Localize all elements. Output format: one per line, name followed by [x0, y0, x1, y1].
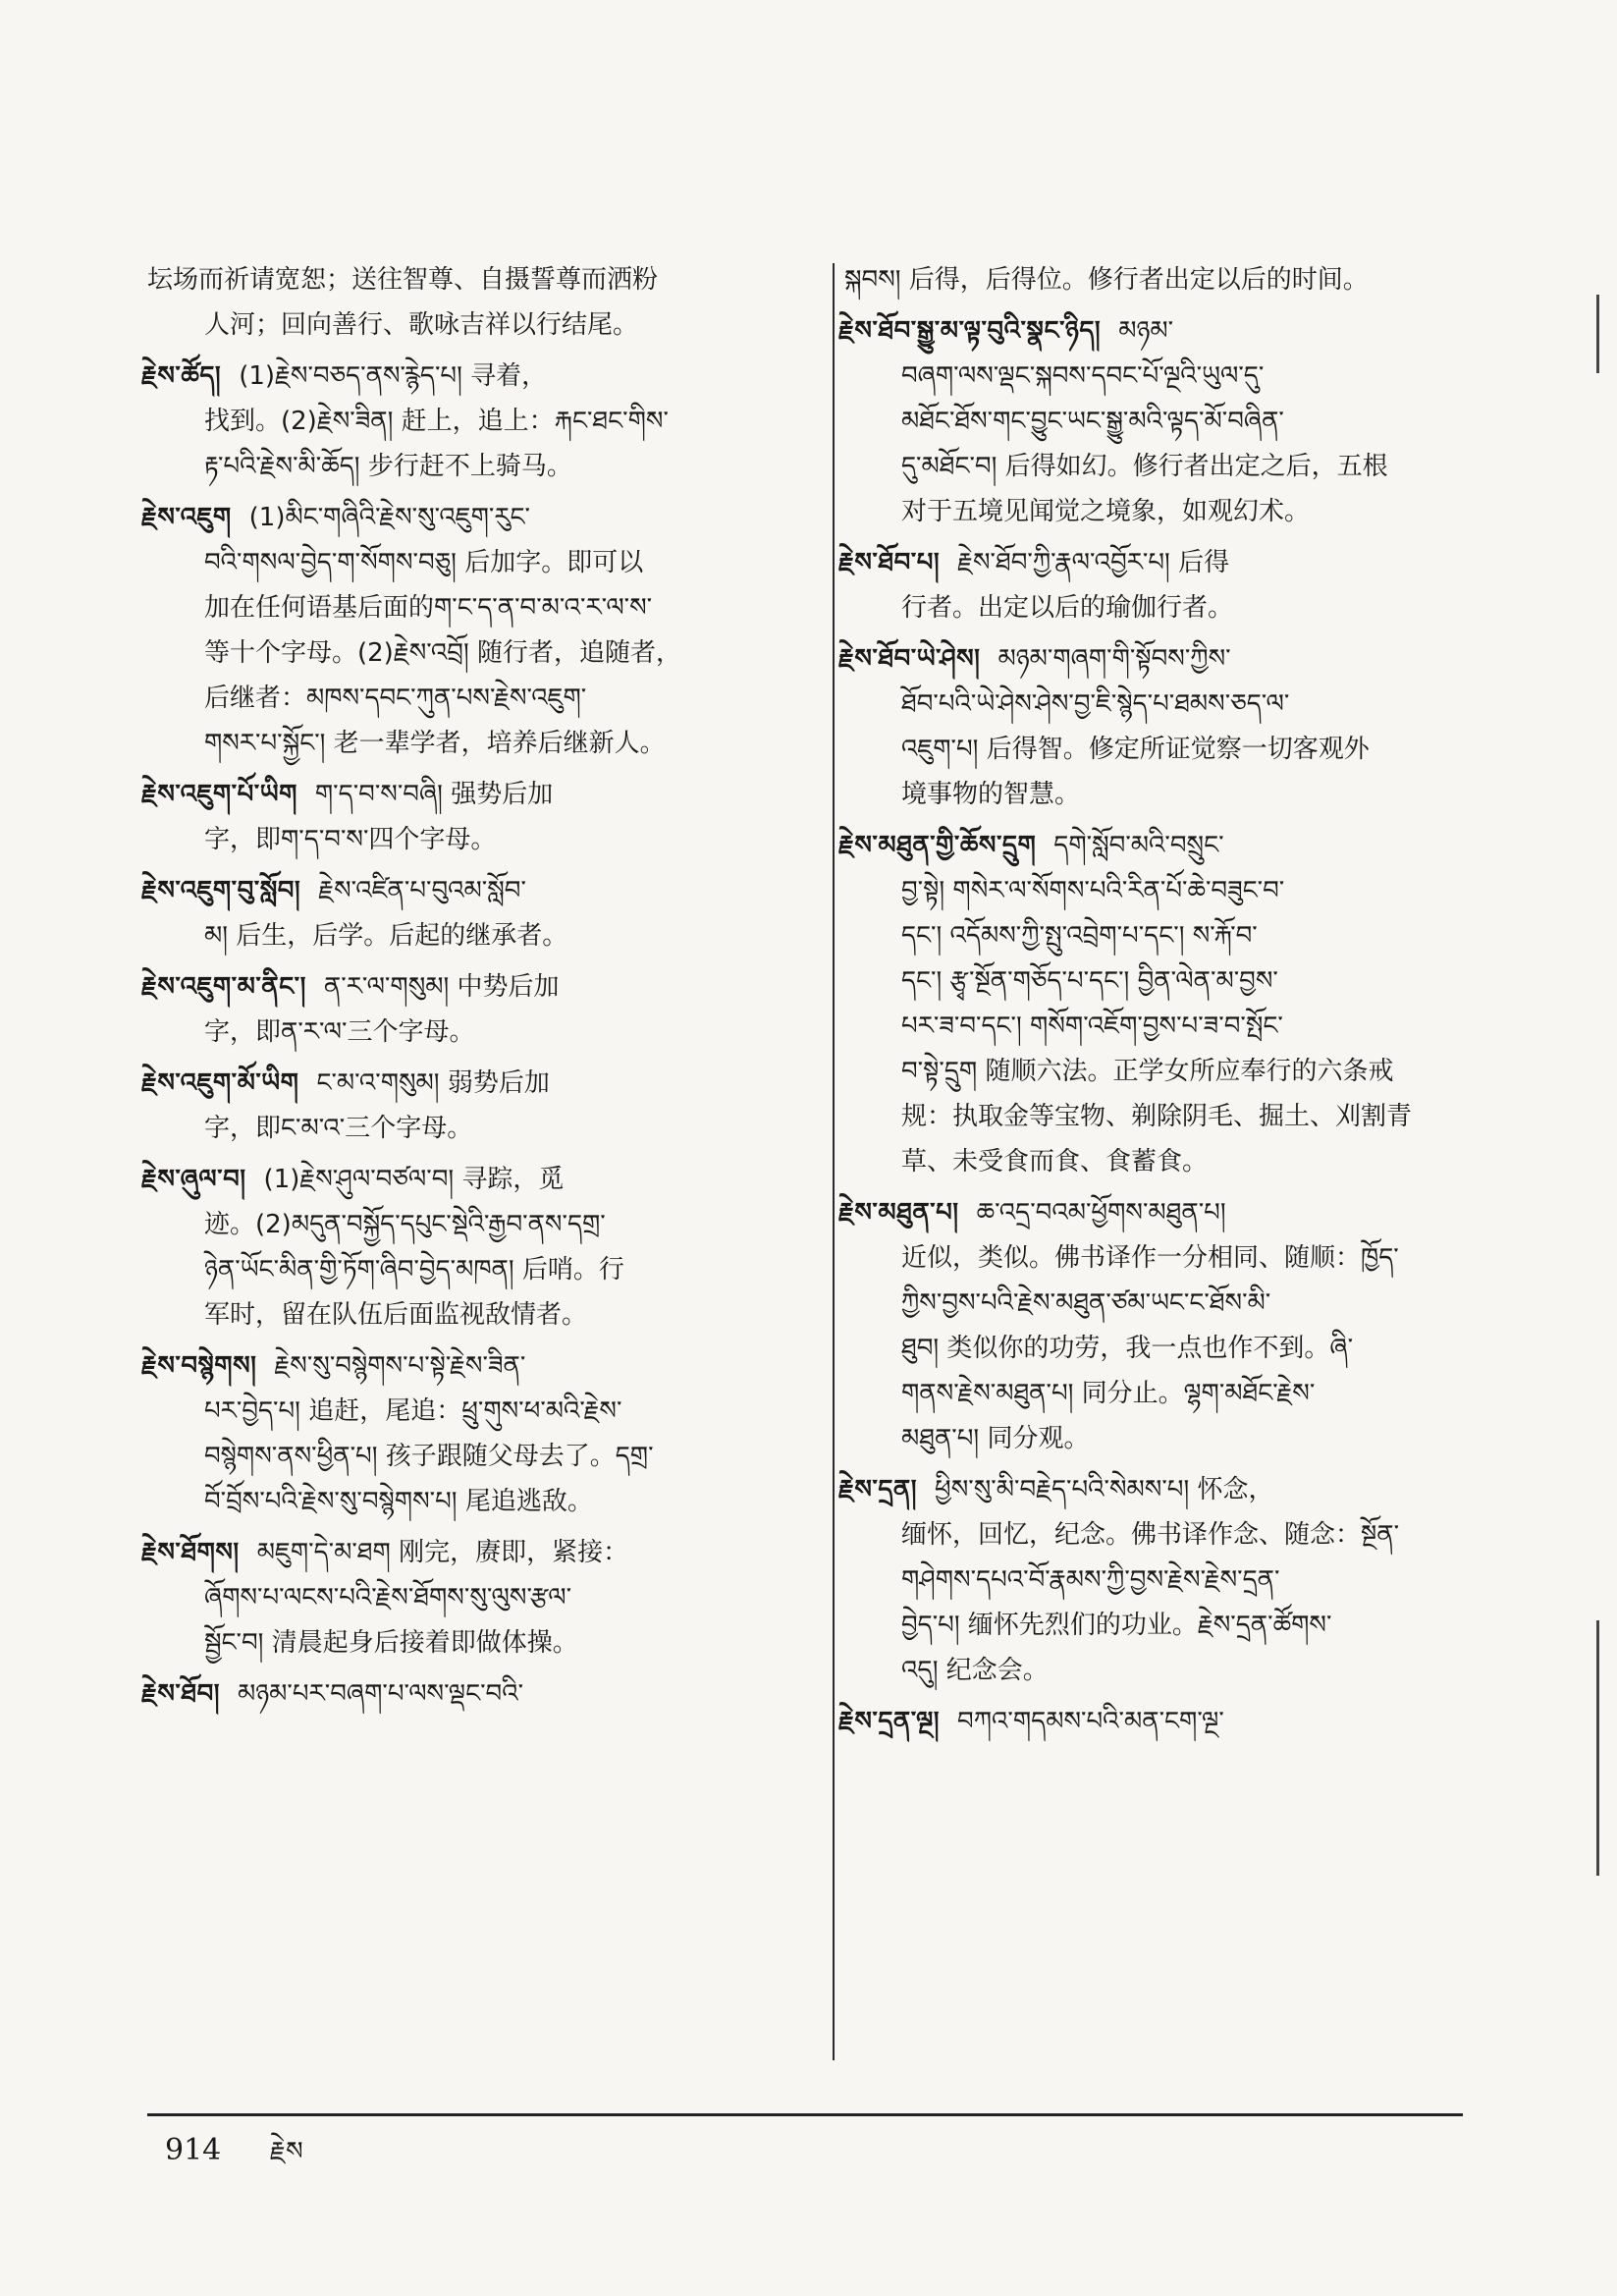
definition-text: 规：执取金等宝物、剃除阴毛、掘土、刈割青	[901, 1102, 1413, 1131]
headword: རྗེས་དྲན་ལྔ།	[838, 1707, 941, 1736]
definition-text: 加在任何语基后面的ག་ང་ད་ན་བ་མ་འ་ར་ལ་ས་	[204, 593, 653, 623]
definition-text: ཕྱིས་སུ་མི་བརྗེད་པའི་སེམས་པ། 怀念，	[935, 1475, 1274, 1504]
definition-text: ཐོབ་པའི་ཡེ་ཤེས་ཤེས་བྱ་ཇི་སྙེད་པ་ཐམས་ཅད་ལ་	[901, 689, 1290, 719]
dictionary-entry	[838, 823, 1492, 1184]
definition-text: འཇུག་པ། 后得智。修定所证觉察一切客观外	[901, 735, 1370, 764]
dictionary-entry	[141, 868, 815, 958]
dictionary-entry	[141, 1530, 815, 1666]
entry-line	[838, 1190, 1492, 1235]
entry-line	[844, 772, 1492, 817]
entry-line	[141, 1530, 815, 1575]
headword: རྗེས་ཐོབ།	[141, 1679, 221, 1709]
definition-text: བ་སྟེ་དྲུག 随顺六法。正学女所应奉行的六条戒	[901, 1057, 1394, 1086]
headword: རྗེས་ཐོགས།	[141, 1538, 240, 1567]
headword: རྗེས་འཇུག	[141, 503, 232, 532]
headword: རྗེས་བསྙེགས།	[141, 1351, 257, 1381]
entry-line	[141, 1157, 815, 1202]
headword: རྗེས་མཐུན་གྱི་ཆོས་དྲུག	[838, 831, 1037, 860]
definition-text: 后继者：མཁས་དབང་ཀུན་པས་རྗེས་འཇུག་	[204, 683, 587, 713]
entry-line	[844, 585, 1492, 630]
dictionary-entry	[838, 308, 1492, 534]
entry-line	[147, 721, 815, 766]
entry-line	[147, 302, 815, 348]
entry-line	[141, 354, 815, 399]
dictionary-entry	[838, 1467, 1492, 1693]
running-head: རྗེས	[269, 2137, 304, 2166]
definition-text: ན་ར་ལ་གསུམ། 中势后加	[323, 972, 560, 1002]
definition-text: གནས་རྗེས་མཐུན་པ། 同分止。ལྷག་མཐོང་རྗེས་	[901, 1379, 1316, 1408]
entry-line	[147, 257, 815, 302]
headword: རྗེས་ཞུལ་བ།	[141, 1165, 246, 1194]
definition-text: བྱེད་པ། 缅怀先烈们的功业。རྗེས་དྲན་ཚོགས་	[901, 1611, 1332, 1640]
dictionary-entry	[838, 1190, 1492, 1461]
entry-line	[147, 1479, 815, 1524]
definition-text: བོ་བྲོས་པའི་རྗེས་སུ་བསྙེགས་པ། 尾追逃敌。	[204, 1487, 593, 1516]
entry-line	[147, 817, 815, 862]
entry-line	[844, 489, 1492, 534]
definition-text: མཇུག་དེ་མ་ཐག 刚完，赓即，紧接：	[256, 1538, 629, 1567]
definition-text: སྦྱོང་བ། 清晨起身后接着即做体操。	[204, 1628, 578, 1658]
headword: རྗེས་ཐོབ་ཡེ་ཤེས།	[838, 644, 981, 674]
definition-text: 境事物的智慧。	[901, 780, 1081, 809]
entry-line	[147, 444, 815, 489]
entry-line	[844, 1049, 1492, 1094]
headword: རྗེས་འཇུག་པོ་ཡིག	[141, 780, 297, 809]
headword: རྗེས་འཇུག་བུ་སློབ།	[141, 876, 301, 905]
entry-line	[147, 399, 815, 444]
entry-line	[844, 1648, 1492, 1693]
entry-line	[844, 1603, 1492, 1648]
definition-text: 军时，留在队伍后面监视敌情者。	[204, 1300, 588, 1330]
definition-text: ཆ་འདྲ་བའམ་ཕྱོགས་མཐུན་པ།	[976, 1198, 1226, 1228]
definition-text: མཐུན་པ། 同分观。	[901, 1424, 1090, 1453]
definition-text: (1)རྗེས་ཤུལ་བཙལ་བ། 寻踪，觅	[263, 1165, 565, 1194]
entry-line	[844, 399, 1492, 444]
definition-text: (1)རྗེས་བཅད་ནས་རྙེད་པ། 寻着，	[239, 361, 548, 391]
definition-text: ཀྱིས་བྱས་པའི་རྗེས་མཐུན་ཙམ་ཡང་ང་ཐོས་མི་	[901, 1288, 1271, 1318]
definition-text: 找到。(2)རྗེས་ཟིན། 赶上，追上：རྐང་ཐང་གིས་	[204, 407, 669, 436]
left-column	[141, 257, 815, 1722]
headword: རྗེས་འཇུག་མ་ནིང་།	[141, 972, 306, 1002]
dictionary-entry	[844, 257, 1492, 302]
dictionary-entry	[141, 1343, 815, 1524]
entry-line	[141, 1671, 815, 1717]
entry-line	[147, 1010, 815, 1055]
entry-line	[141, 495, 815, 540]
definition-text: 等十个字母。(2)རྗེས་འབྲོ། 随行者，追随者，	[204, 638, 682, 668]
edge-mark	[1596, 1620, 1599, 1876]
entry-line	[844, 354, 1492, 399]
definition-text: ཉེན་ཡོང་མིན་གྱི་ཏོག་ཞིབ་བྱེད་མཁན། 后哨。行	[204, 1255, 624, 1285]
entry-line	[141, 1343, 815, 1389]
definition-text: རྗེས་འཛིན་པ་བུའམ་སློབ་	[318, 876, 526, 905]
entry-line	[838, 308, 1492, 354]
entry-line	[844, 444, 1492, 489]
entry-line	[147, 1247, 815, 1292]
dictionary-entry	[141, 1157, 815, 1338]
entry-line	[838, 636, 1492, 682]
right-column	[838, 257, 1492, 1750]
entry-line	[147, 1389, 815, 1434]
entry-line	[141, 964, 815, 1010]
dictionary-entry	[141, 1061, 815, 1151]
entry-line	[844, 1139, 1492, 1184]
definition-text: བཞག་ལས་ལྡང་སྐབས་དབང་པོ་ལྔའི་ཡུལ་དུ་	[901, 361, 1265, 391]
definition-text: མཐོང་ཐོས་གང་བྱུང་ཡང་སྒྱུ་མའི་ལྟད་མོ་བཞིན་	[901, 407, 1284, 436]
definition-text: པར་བྱེད་པ། 追赶，尾追：ཕྲུ་གུས་ཕ་མའི་རྗེས་	[204, 1396, 622, 1426]
entry-line	[141, 772, 815, 817]
definition-text: འདུ། 纪念会。	[901, 1656, 1049, 1685]
entry-line	[844, 958, 1492, 1004]
entry-line	[147, 585, 815, 630]
definition-text: མ། 后生，后学。后起的继承者。	[204, 921, 568, 951]
headword: རྗེས་འཇུག་མོ་ཡིག	[141, 1068, 299, 1098]
definition-text: མཉམ་པར་བཞག་པ་ལས་ལྡང་བའི་	[238, 1679, 524, 1709]
dictionary-entry	[147, 257, 815, 348]
entry-line	[844, 1094, 1492, 1139]
headword: རྗེས་མཐུན་པ།	[838, 1198, 959, 1228]
dictionary-entry	[141, 1671, 815, 1717]
definition-text: 坛场而祈请宽恕；送往智尊、自摄誓尊而洒粉	[147, 265, 659, 295]
entry-line	[844, 1416, 1492, 1461]
definition-text: 草、未受食而食、食蓄食。	[901, 1147, 1209, 1176]
definition-text: གསར་པ་སྐྱོང་། 老一辈学者，培养后继新人。	[204, 729, 666, 758]
definition-text: 迹。(2)མདུན་བསྐྱོད་དཔུང་སྡེའི་རྒྱབ་ནས་དགྲ་	[204, 1210, 606, 1239]
entry-line	[838, 1699, 1492, 1744]
definition-text: 缅怀，回忆，纪念。佛书译作念、随念：སྔོན་	[901, 1520, 1400, 1550]
entry-line	[147, 540, 815, 585]
dictionary-entry	[838, 540, 1492, 630]
page-footer	[165, 2123, 343, 2195]
entry-line	[844, 1512, 1492, 1558]
entry-line	[147, 1575, 815, 1620]
entry-line	[844, 257, 1492, 302]
definition-text: བྱ་སྟེ། གསེར་ལ་སོགས་པའི་རིན་པོ་ཆེ་བཟུང་བ་	[901, 876, 1285, 905]
column-divider	[833, 263, 835, 2060]
definition-text: 字，即ན་ར་ལ་三个字母。	[204, 1017, 475, 1047]
entry-line	[844, 1004, 1492, 1049]
dictionary-entry	[141, 772, 815, 862]
entry-line	[147, 1434, 815, 1479]
definition-text: 字，即ག་ད་བ་ས་四个字母。	[204, 825, 497, 854]
definition-text: བཀའ་གདམས་པའི་མན་ངག་ལྔ་	[957, 1707, 1224, 1736]
definition-text: (1)མིང་གཞིའི་རྗེས་སུ་འཇུག་རུང་	[248, 503, 530, 532]
definition-text: མཉམ་	[1118, 316, 1174, 346]
definition-text: དང་། འདོམས་ཀྱི་སྤུ་འབྲེག་པ་དང་། ས་རྐོ་བ་	[901, 921, 1258, 951]
entry-line	[844, 1371, 1492, 1416]
headword: རྗེས་ཐོབ་སྒྱུ་མ་ལྟ་བུའི་སྣང་ཉིད།	[838, 316, 1102, 346]
entry-line	[844, 682, 1492, 727]
definition-text: དགེ་སློབ་མའི་བསྲུང་	[1053, 831, 1224, 860]
page-number: 914	[165, 2133, 222, 2167]
definition-text: ཞོགས་པ་ལངས་པའི་རྗེས་ཐོགས་སུ་ལུས་རྩལ་	[204, 1583, 572, 1613]
entry-line	[147, 1292, 815, 1338]
definition-text: 字，即ང་མ་འ་三个字母。	[204, 1114, 473, 1143]
entry-line	[147, 1620, 815, 1666]
entry-line	[844, 727, 1492, 772]
dictionary-entry	[141, 495, 815, 766]
headword: རྗེས་ཐོབ་པ།	[838, 548, 941, 577]
definition-text: བའི་གསལ་བྱེད་ག་སོགས་བཅུ། 后加字。即可以	[204, 548, 644, 577]
headword: རྗེས་ཚོད།	[141, 361, 222, 391]
footer-rule	[147, 2113, 1463, 2116]
definition-text: རྟ་པའི་རྗེས་མི་ཆོད། 步行赶不上骑马。	[204, 452, 572, 481]
entry-line	[147, 913, 815, 958]
definition-text: 近似，类似。佛书译作一分相同、随顺：ཁྱོད་	[901, 1243, 1399, 1273]
definition-text: གཤེགས་དཔའ་བོ་རྣམས་ཀྱི་བྱས་རྗེས་རྗེས་དྲན་	[901, 1565, 1280, 1595]
definition-text: དང་། རྩྭ་སྔོན་གཅོད་པ་དང་། བྱིན་ལེན་མ་བྱས་	[901, 966, 1278, 996]
definition-text: མཉམ་གཞག་གི་སྟོབས་ཀྱིས་	[997, 644, 1231, 674]
definition-text: ཐུབ། 类似你的功劳，我一点也作不到。ཞི་	[901, 1334, 1354, 1363]
definition-text: 对于五境见闻觉之境象，如观幻术。	[901, 497, 1311, 526]
dictionary-entry	[141, 354, 815, 489]
entry-line	[147, 1202, 815, 1247]
definition-text: ག་ད་བ་ས་བཞི། 强势后加	[314, 780, 554, 809]
headword: རྗེས་དྲན།	[838, 1475, 918, 1504]
definition-text: དུ་མཐོང་བ། 后得如幻。修行者出定之后，五根	[901, 452, 1388, 481]
definition-text: ང་མ་འ་གསུམ། 弱势后加	[316, 1068, 550, 1098]
entry-line	[844, 1281, 1492, 1326]
entry-line	[141, 868, 815, 913]
definition-text: པར་ཟ་བ་དང་། གསོག་འཇོག་བྱས་པ་ཟ་བ་སྤོང་	[901, 1011, 1283, 1041]
entry-line	[147, 676, 815, 721]
entry-line	[844, 1326, 1492, 1371]
entry-line	[844, 868, 1492, 913]
definition-text: 人河；回向善行、歌咏吉祥以行结尾。	[204, 310, 639, 340]
definition-text: བསྙེགས་ནས་ཕྱིན་པ། 孩子跟随父母去了。དགྲ་	[204, 1442, 654, 1471]
definition-text: སྐབས། 后得，后得位。修行者出定以后的时间。	[844, 265, 1369, 295]
definition-text: རྗེས་ཐོབ་ཀྱི་རྣལ་འབྱོར་པ། 后得	[957, 548, 1230, 577]
entry-line	[844, 1235, 1492, 1281]
entry-line	[838, 823, 1492, 868]
dictionary-entry	[141, 964, 815, 1055]
entry-line	[141, 1061, 815, 1106]
definition-text: རྗེས་སུ་བསྙེགས་པ་སྟེ་རྗེས་ཟིན་	[274, 1351, 526, 1381]
dictionary-entry	[838, 636, 1492, 817]
definition-text: 行者。出定以后的瑜伽行者。	[901, 593, 1234, 623]
entry-line	[844, 1558, 1492, 1603]
entry-line	[147, 1106, 815, 1151]
edge-mark	[1596, 295, 1599, 373]
dictionary-entry	[838, 1699, 1492, 1744]
entry-line	[147, 630, 815, 676]
entry-line	[838, 1467, 1492, 1512]
entry-line	[838, 540, 1492, 585]
entry-line	[844, 913, 1492, 958]
